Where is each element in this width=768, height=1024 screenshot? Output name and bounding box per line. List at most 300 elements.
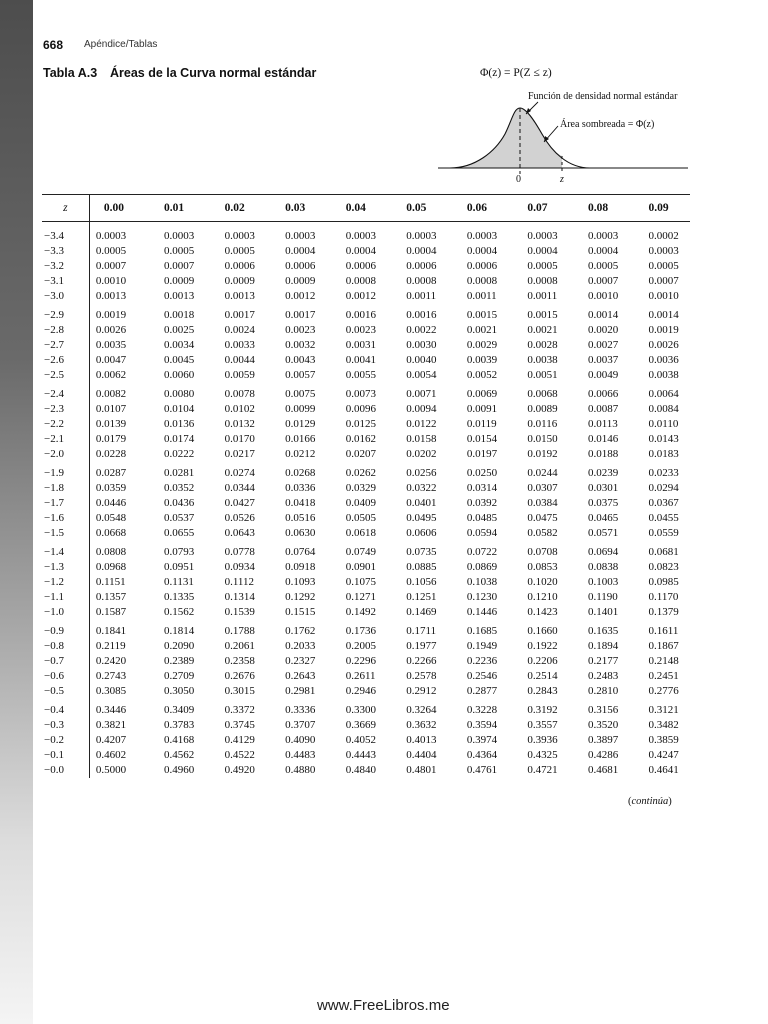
z-value-cell: −0.4	[42, 699, 89, 718]
probability-cell: 0.0548	[95, 512, 127, 524]
probability-cell: 0.0129	[285, 418, 316, 430]
probability-cell: 0.0002	[648, 230, 679, 242]
probability-cell: 0.0256	[406, 467, 437, 479]
probability-cell: 0.0384	[527, 497, 558, 509]
probability-cell: 0.4681	[587, 764, 619, 776]
probability-cell: 0.4168	[164, 734, 195, 746]
probability-cell: 0.0003	[164, 230, 195, 242]
probability-cell: 0.0222	[164, 448, 195, 460]
table-row	[42, 222, 690, 245]
table-row	[42, 383, 690, 402]
probability-cell: 0.2743	[95, 670, 127, 682]
probability-cell: 0.0722	[466, 546, 498, 558]
z-value-cell: −1.1	[42, 590, 89, 605]
probability-cell: 0.0013	[95, 290, 127, 302]
probability-cell: 0.0043	[285, 354, 316, 366]
probability-cell: 0.1587	[95, 606, 127, 618]
probability-cell: 0.0559	[648, 527, 679, 539]
probability-cell: 0.1446	[466, 606, 498, 618]
probability-cell: 0.2611	[345, 670, 376, 682]
probability-cell: 0.4443	[345, 749, 376, 761]
table-row	[42, 699, 690, 718]
probability-cell: 0.0808	[95, 546, 127, 558]
probability-cell: 0.0116	[527, 418, 558, 430]
probability-cell: 0.5000	[95, 764, 127, 776]
z-column-header: z	[42, 195, 89, 222]
z-value-cell: −2.4	[42, 383, 89, 402]
probability-cell: 0.0158	[406, 433, 437, 445]
probability-cell: 0.0250	[466, 467, 498, 479]
probability-cell: 0.0005	[164, 245, 195, 257]
probability-cell: 0.4801	[406, 764, 437, 776]
probability-cell: 0.0606	[406, 527, 437, 539]
probability-cell: 0.0228	[95, 448, 127, 460]
probability-cell: 0.0853	[527, 561, 558, 573]
probability-cell: 0.3336	[285, 704, 316, 716]
probability-cell: 0.0262	[345, 467, 376, 479]
probability-cell: 0.3594	[466, 719, 498, 731]
probability-cell: 0.0044	[224, 354, 255, 366]
z-value-cell: −1.5	[42, 526, 89, 541]
probability-cell: 0.0643	[224, 527, 255, 539]
probability-cell: 0.0075	[285, 388, 316, 400]
probability-cell: 0.0007	[648, 275, 679, 287]
probability-cell: 0.0057	[285, 369, 316, 381]
z-value-cell: −2.3	[42, 402, 89, 417]
probability-cell: 0.3192	[527, 704, 558, 716]
probability-cell: 0.2981	[285, 685, 316, 697]
probability-cell: 0.1762	[285, 625, 316, 637]
probability-cell: 0.0934	[224, 561, 255, 573]
probability-cell: 0.1314	[224, 591, 255, 603]
probability-cell: 0.0011	[406, 290, 437, 302]
table-body	[42, 222, 690, 779]
probability-cell: 0.0132	[224, 418, 255, 430]
probability-cell: 0.0012	[345, 290, 376, 302]
probability-cell: 0.0183	[648, 448, 679, 460]
z-value-cell: −0.2	[42, 733, 89, 748]
probability-cell: 0.0244	[527, 467, 558, 479]
probability-cell: 0.0110	[648, 418, 679, 430]
probability-cell: 0.0217	[224, 448, 255, 460]
probability-cell: 0.0005	[527, 260, 558, 272]
probability-cell: 0.1736	[345, 625, 376, 637]
probability-cell: 0.0392	[466, 497, 498, 509]
probability-cell: 0.0030	[406, 339, 437, 351]
probability-cell: 0.0054	[406, 369, 437, 381]
probability-cell: 0.4052	[345, 734, 376, 746]
probability-cell: 0.0015	[466, 309, 498, 321]
probability-cell: 0.0314	[466, 482, 498, 494]
probability-cell: 0.1562	[164, 606, 195, 618]
probability-cell: 0.2546	[466, 670, 498, 682]
probability-cell: 0.0055	[345, 369, 376, 381]
probability-cell: 0.0322	[406, 482, 437, 494]
probability-cell: 0.0951	[164, 561, 195, 573]
table-row	[42, 733, 690, 748]
probability-cell: 0.2420	[95, 655, 127, 667]
probability-cell: 0.2327	[285, 655, 316, 667]
probability-cell: 0.0192	[527, 448, 558, 460]
probability-cell: 0.2296	[345, 655, 376, 667]
probability-cell: 0.3783	[164, 719, 195, 731]
probability-cell: 0.0778	[224, 546, 255, 558]
probability-cell: 0.0401	[406, 497, 437, 509]
cdf-formula: Φ(z) = P(Z ≤ z)	[480, 67, 552, 79]
probability-cell: 0.0307	[527, 482, 558, 494]
probability-cell: 0.0041	[345, 354, 376, 366]
probability-cell: 0.3085	[95, 685, 127, 697]
probability-cell: 0.0655	[164, 527, 195, 539]
table-row	[42, 620, 690, 639]
probability-cell: 0.0017	[285, 309, 316, 321]
probability-cell: 0.0082	[95, 388, 127, 400]
probability-cell: 0.0080	[164, 388, 195, 400]
probability-cell: 0.2946	[345, 685, 376, 697]
probability-cell: 0.0012	[285, 290, 316, 302]
probability-cell: 0.3409	[164, 704, 195, 716]
probability-cell: 0.4641	[648, 764, 679, 776]
probability-cell: 0.0009	[164, 275, 195, 287]
table-row	[42, 718, 690, 733]
probability-cell: 0.0047	[95, 354, 127, 366]
probability-cell: 0.0023	[285, 324, 316, 336]
probability-cell: 0.4129	[224, 734, 255, 746]
probability-cell: 0.0022	[406, 324, 437, 336]
probability-cell: 0.0014	[587, 309, 619, 321]
z-value-cell: −0.6	[42, 669, 89, 684]
probability-cell: 0.0021	[527, 324, 558, 336]
probability-cell: 0.0032	[285, 339, 316, 351]
probability-cell: 0.0013	[224, 290, 255, 302]
probability-cell: 0.0446	[95, 497, 127, 509]
probability-cell: 0.0010	[648, 290, 679, 302]
table-row	[42, 560, 690, 575]
probability-cell: 0.0003	[587, 230, 619, 242]
column-header: 0.02	[225, 195, 286, 222]
probability-cell: 0.0104	[164, 403, 195, 415]
probability-cell: 0.4364	[466, 749, 498, 761]
probability-cell: 0.1131	[164, 576, 194, 588]
z-tick-label: z	[560, 174, 564, 185]
probability-cell: 0.4840	[345, 764, 376, 776]
probability-cell: 0.2451	[648, 670, 679, 682]
probability-cell: 0.4286	[587, 749, 619, 761]
probability-cell: 0.0040	[406, 354, 437, 366]
probability-cell: 0.0009	[285, 275, 316, 287]
probability-cell: 0.3300	[345, 704, 376, 716]
z-value-cell: −0.8	[42, 639, 89, 654]
probability-cell: 0.0004	[406, 245, 437, 257]
probability-cell: 0.0021	[466, 324, 498, 336]
probability-cell: 0.0014	[648, 309, 679, 321]
column-header: 0.08	[588, 195, 649, 222]
probability-cell: 0.3446	[95, 704, 127, 716]
probability-cell: 0.2206	[527, 655, 558, 667]
probability-cell: 0.0016	[406, 309, 437, 321]
probability-cell: 0.0901	[345, 561, 376, 573]
probability-cell: 0.2389	[164, 655, 195, 667]
probability-cell: 0.0062	[95, 369, 127, 381]
probability-cell: 0.0359	[95, 482, 127, 494]
z-value-cell: −2.8	[42, 323, 89, 338]
probability-cell: 0.3936	[527, 734, 558, 746]
probability-cell: 0.0035	[95, 339, 127, 351]
probability-cell: 0.1949	[466, 640, 498, 652]
probability-cell: 0.3050	[164, 685, 195, 697]
z-value-cell: −1.8	[42, 481, 89, 496]
probability-cell: 0.0170	[224, 433, 255, 445]
probability-cell: 0.1112	[224, 576, 254, 588]
probability-cell: 0.1003	[587, 576, 619, 588]
z-value-cell: −0.1	[42, 748, 89, 763]
probability-cell: 0.0119	[466, 418, 497, 430]
table-row	[42, 481, 690, 496]
probability-cell: 0.1190	[587, 591, 618, 603]
probability-cell: 0.1210	[527, 591, 558, 603]
probability-cell: 0.0985	[648, 576, 679, 588]
probability-cell: 0.2514	[527, 670, 558, 682]
z-value-cell: −3.3	[42, 244, 89, 259]
table-row	[42, 323, 690, 338]
table-row	[42, 259, 690, 274]
probability-cell: 0.4404	[406, 749, 437, 761]
table-row	[42, 274, 690, 289]
z-value-cell: −2.5	[42, 368, 89, 383]
probability-cell: 0.0003	[406, 230, 437, 242]
probability-cell: 0.2676	[224, 670, 255, 682]
probability-cell: 0.2090	[164, 640, 195, 652]
probability-cell: 0.0344	[224, 482, 255, 494]
probability-cell: 0.2810	[587, 685, 619, 697]
probability-cell: 0.1539	[224, 606, 255, 618]
probability-cell: 0.0099	[285, 403, 316, 415]
probability-cell: 0.1020	[527, 576, 558, 588]
probability-cell: 0.3974	[466, 734, 498, 746]
probability-cell: 0.2709	[164, 670, 195, 682]
column-header: 0.07	[527, 195, 588, 222]
probability-cell: 0.0166	[285, 433, 316, 445]
probability-cell: 0.0004	[527, 245, 558, 257]
probability-cell: 0.2236	[466, 655, 498, 667]
probability-cell: 0.0038	[527, 354, 558, 366]
probability-cell: 0.0018	[164, 309, 195, 321]
probability-cell: 0.4207	[95, 734, 127, 746]
table-row	[42, 244, 690, 259]
shaded-area-label: Área sombreada = Φ(z)	[560, 119, 655, 130]
probability-cell: 0.0582	[527, 527, 558, 539]
z-value-cell: −2.1	[42, 432, 89, 447]
probability-cell: 0.3156	[587, 704, 619, 716]
z-value-cell: −3.1	[42, 274, 89, 289]
z-value-cell: −3.4	[42, 222, 89, 245]
probability-cell: 0.1292	[285, 591, 316, 603]
probability-cell: 0.0885	[406, 561, 437, 573]
probability-cell: 0.1711	[406, 625, 437, 637]
probability-cell: 0.2483	[587, 670, 619, 682]
probability-cell: 0.0107	[95, 403, 127, 415]
probability-cell: 0.0027	[587, 339, 619, 351]
z-value-cell: −1.0	[42, 605, 89, 620]
probability-cell: 0.0051	[527, 369, 558, 381]
probability-cell: 0.0004	[285, 245, 316, 257]
table-row	[42, 417, 690, 432]
page-edge-bar	[0, 0, 33, 1024]
table-row	[42, 654, 690, 669]
probability-cell: 0.4960	[164, 764, 195, 776]
probability-cell: 0.1469	[406, 606, 437, 618]
probability-cell: 0.0174	[164, 433, 195, 445]
probability-cell: 0.0537	[164, 512, 195, 524]
table-row	[42, 447, 690, 462]
probability-cell: 0.1379	[648, 606, 679, 618]
probability-cell: 0.0375	[587, 497, 619, 509]
table-row	[42, 590, 690, 605]
z-value-cell: −1.2	[42, 575, 89, 590]
table-row	[42, 541, 690, 560]
probability-cell: 0.2177	[587, 655, 619, 667]
probability-cell: 0.0004	[345, 245, 376, 257]
probability-cell: 0.0020	[587, 324, 619, 336]
probability-cell: 0.0008	[345, 275, 376, 287]
probability-cell: 0.2643	[285, 670, 316, 682]
probability-cell: 0.0003	[345, 230, 376, 242]
probability-cell: 0.0019	[95, 309, 127, 321]
table-row	[42, 432, 690, 447]
table-row	[42, 763, 690, 778]
probability-cell: 0.0003	[285, 230, 316, 242]
probability-cell: 0.0212	[285, 448, 316, 460]
probability-cell: 0.0006	[466, 260, 498, 272]
probability-cell: 0.0668	[95, 527, 127, 539]
probability-cell: 0.0475	[527, 512, 558, 524]
z-value-cell: −1.4	[42, 541, 89, 560]
probability-cell: 0.0038	[648, 369, 679, 381]
probability-cell: 0.0436	[164, 497, 195, 509]
z-value-cell: −3.0	[42, 289, 89, 304]
probability-cell: 0.0037	[587, 354, 619, 366]
page-number: 668	[43, 38, 64, 52]
probability-cell: 0.0026	[648, 339, 679, 351]
probability-cell: 0.0003	[527, 230, 558, 242]
probability-cell: 0.0025	[164, 324, 195, 336]
probability-cell: 0.2266	[406, 655, 437, 667]
probability-cell: 0.3557	[527, 719, 558, 731]
probability-cell: 0.0485	[466, 512, 498, 524]
probability-cell: 0.0968	[95, 561, 127, 573]
probability-cell: 0.1038	[466, 576, 498, 588]
probability-cell: 0.0015	[527, 309, 558, 321]
probability-cell: 0.0179	[95, 433, 127, 445]
probability-cell: 0.0007	[587, 275, 619, 287]
probability-cell: 0.4325	[527, 749, 558, 761]
probability-cell: 0.0150	[527, 433, 558, 445]
probability-cell: 0.2358	[224, 655, 255, 667]
probability-cell: 0.0287	[95, 467, 127, 479]
probability-cell: 0.0294	[648, 482, 679, 494]
probability-cell: 0.0004	[587, 245, 619, 257]
table-row	[42, 353, 690, 368]
z-value-cell: −0.5	[42, 684, 89, 699]
probability-cell: 0.2912	[406, 685, 437, 697]
probability-cell: 0.2033	[285, 640, 316, 652]
probability-cell: 0.0006	[285, 260, 316, 272]
z-value-cell: −0.9	[42, 620, 89, 639]
probability-cell: 0.0793	[164, 546, 195, 558]
probability-cell: 0.0823	[648, 561, 679, 573]
site-url: www.FreeLibros.me	[317, 997, 450, 1014]
table-row	[42, 289, 690, 304]
probability-cell: 0.0068	[527, 388, 558, 400]
probability-cell: 0.0017	[224, 309, 255, 321]
probability-cell: 0.0188	[587, 448, 619, 460]
probability-cell: 0.0526	[224, 512, 255, 524]
probability-cell: 0.0005	[648, 260, 679, 272]
probability-cell: 0.0071	[406, 388, 437, 400]
probability-cell: 0.0091	[466, 403, 498, 415]
section-name: Apéndice/Tablas	[84, 39, 158, 50]
probability-cell: 0.1271	[345, 591, 376, 603]
probability-cell: 0.3669	[345, 719, 376, 731]
probability-cell: 0.3707	[285, 719, 316, 731]
probability-cell: 0.0571	[587, 527, 619, 539]
table-row	[42, 526, 690, 541]
z-value-cell: −0.3	[42, 718, 89, 733]
probability-cell: 0.1230	[466, 591, 498, 603]
probability-cell: 0.2776	[648, 685, 679, 697]
probability-cell: 0.0274	[224, 467, 255, 479]
probability-cell: 0.1492	[345, 606, 376, 618]
column-header: 0.06	[467, 195, 528, 222]
table-row	[42, 575, 690, 590]
probability-cell: 0.1401	[587, 606, 619, 618]
probability-cell: 0.1357	[95, 591, 127, 603]
density-label: Función de densidad normal estándar	[528, 91, 678, 102]
probability-cell: 0.4090	[285, 734, 316, 746]
probability-cell: 0.0409	[345, 497, 376, 509]
probability-cell: 0.0003	[466, 230, 498, 242]
probability-cell: 0.0143	[648, 433, 679, 445]
probability-cell: 0.4522	[224, 749, 255, 761]
probability-cell: 0.0073	[345, 388, 376, 400]
probability-cell: 0.0060	[164, 369, 195, 381]
column-header: 0.09	[649, 195, 691, 222]
probability-cell: 0.0136	[164, 418, 195, 430]
probability-cell: 0.3632	[406, 719, 437, 731]
probability-cell: 0.0268	[285, 467, 316, 479]
probability-cell: 0.0031	[345, 339, 376, 351]
probability-cell: 0.0630	[285, 527, 316, 539]
table-row	[42, 511, 690, 526]
probability-cell: 0.3264	[406, 704, 437, 716]
probability-cell: 0.1170	[648, 591, 679, 603]
probability-cell: 0.3821	[95, 719, 127, 731]
continued-note: (continúa)	[628, 796, 672, 807]
probability-cell: 0.0059	[224, 369, 255, 381]
probability-cell: 0.0066	[587, 388, 619, 400]
probability-cell: 0.0094	[406, 403, 437, 415]
table-row	[42, 684, 690, 699]
table-row	[42, 338, 690, 353]
probability-cell: 0.1867	[648, 640, 679, 652]
continued-text: continúa	[631, 796, 669, 807]
z-value-cell: −2.9	[42, 304, 89, 323]
probability-cell: 0.0089	[527, 403, 558, 415]
probability-cell: 0.3372	[224, 704, 255, 716]
probability-cell: 0.0465	[587, 512, 619, 524]
probability-cell: 0.0024	[224, 324, 255, 336]
probability-cell: 0.1151	[95, 576, 126, 588]
